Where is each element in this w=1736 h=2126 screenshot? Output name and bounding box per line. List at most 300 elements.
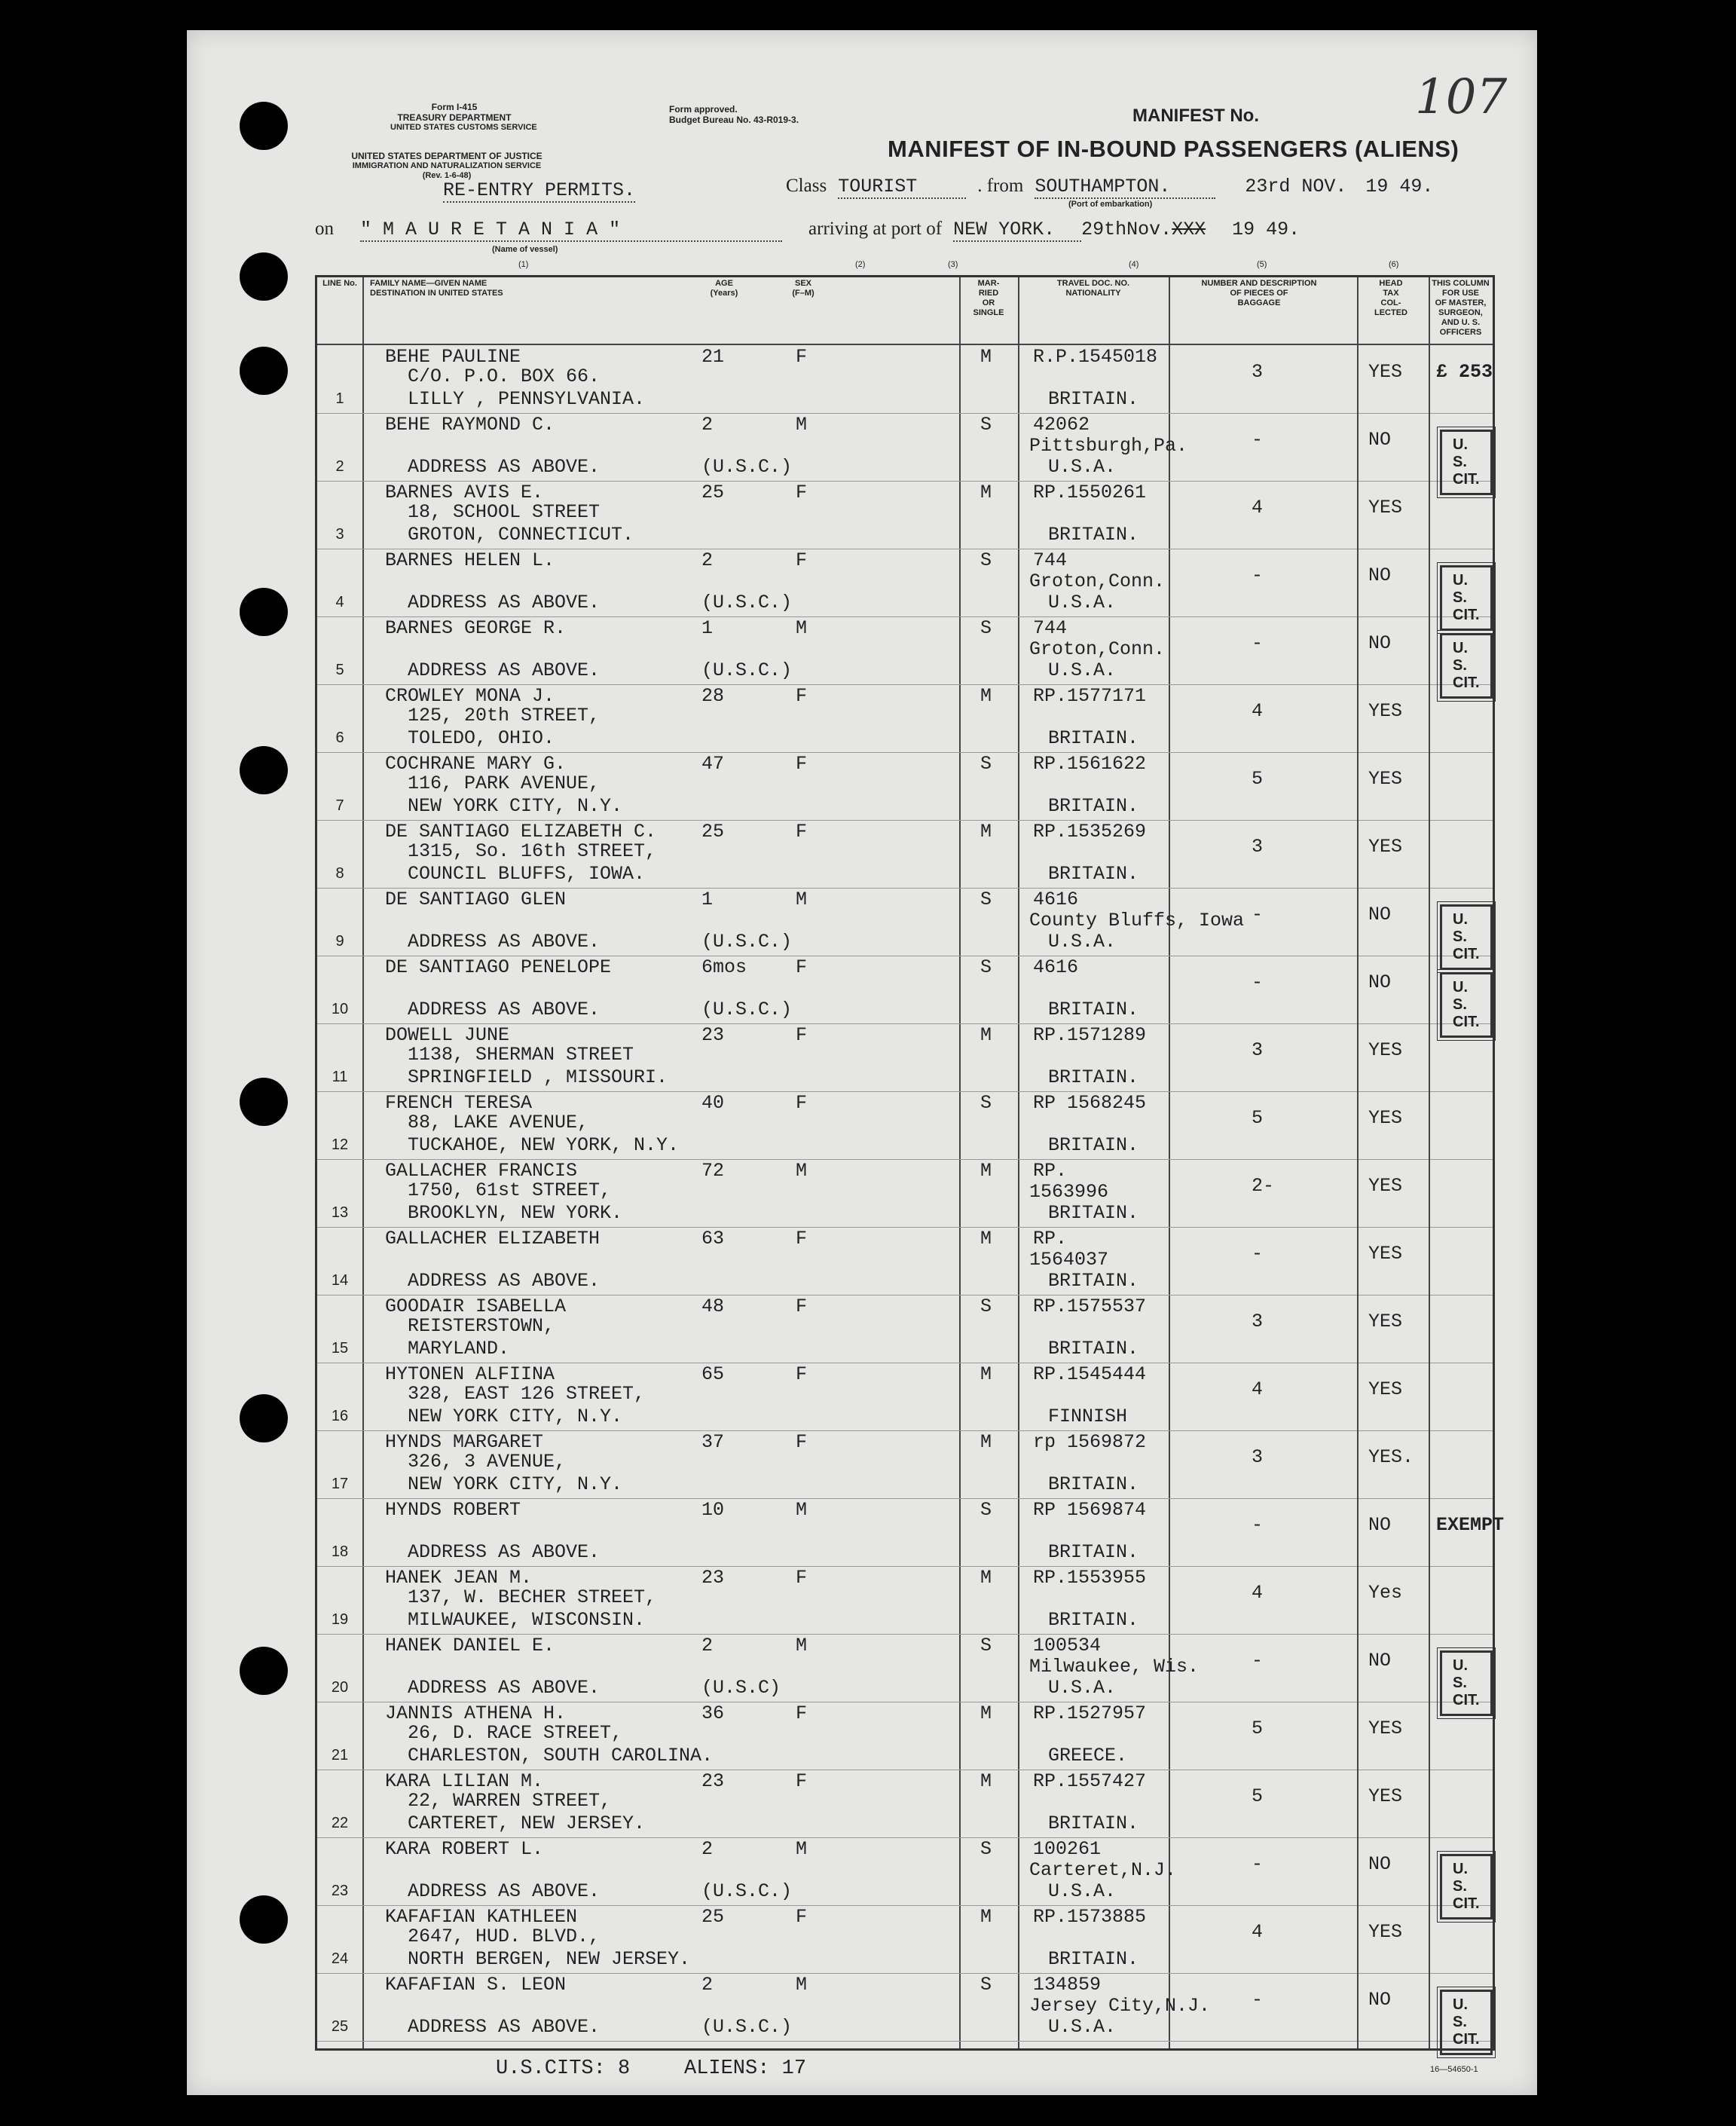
- passenger-name: HYNDS ROBERT: [385, 1499, 521, 1521]
- baggage-count: 2-: [1252, 1175, 1275, 1197]
- married-single: M: [980, 1228, 992, 1250]
- usc-marker: (U.S.C.): [701, 659, 793, 681]
- line-number: 2: [335, 458, 344, 475]
- table-row: [317, 1634, 1493, 1708]
- travel-doc-2: Milwaukee, Wis.: [1029, 1656, 1200, 1678]
- passenger-name: BARNES GEORGE R.: [385, 617, 567, 639]
- age: 6mos: [701, 956, 747, 978]
- nationality: U.S.A.: [1048, 2016, 1117, 2038]
- officer-note: £ 253: [1436, 361, 1493, 383]
- baggage-count: -: [1252, 564, 1264, 586]
- destination-line-2: COUNCIL BLUFFS, IOWA.: [408, 863, 646, 885]
- passenger-name: BARNES AVIS E.: [385, 482, 544, 503]
- line-number: 16: [331, 1408, 349, 1424]
- sex: F: [796, 1024, 808, 1046]
- line-number: 19: [331, 1611, 349, 1628]
- line-number: 22: [331, 1815, 349, 1831]
- head-tax: NO: [1368, 632, 1392, 654]
- sex: M: [796, 889, 808, 910]
- sex: F: [796, 1770, 808, 1792]
- table-row: [317, 956, 1493, 1030]
- sex: M: [796, 414, 808, 436]
- nationality: BRITAIN.: [1048, 1338, 1139, 1360]
- destination-line-2: ADDRESS AS ABOVE.: [408, 2016, 601, 2038]
- col-header-line: LINE No.: [322, 279, 357, 288]
- head-tax: NO: [1368, 971, 1392, 993]
- destination-line-1: 1750, 61st STREET,: [408, 1179, 612, 1201]
- on-label: on: [315, 219, 334, 239]
- nationality: U.S.A.: [1048, 592, 1117, 613]
- table-row: [317, 1430, 1493, 1499]
- travel-doc: RP 1568245: [1033, 1092, 1147, 1114]
- aliens-total: ALIENS: 17: [684, 2057, 807, 2080]
- nationality: BRITAIN.: [1048, 1609, 1139, 1631]
- travel-doc: RP.1575537: [1033, 1295, 1147, 1317]
- baggage-count: 3: [1252, 1039, 1264, 1061]
- table-row: [317, 616, 1493, 691]
- travel-doc: 100534: [1033, 1635, 1102, 1656]
- from-label: . from: [977, 176, 1024, 196]
- line-number: 20: [331, 1679, 349, 1696]
- baggage-count: 5: [1252, 768, 1264, 790]
- passenger-name: BARNES HELEN L.: [385, 549, 555, 571]
- travel-doc-2: Groton,Conn.: [1029, 638, 1166, 660]
- table-row: [317, 1023, 1493, 1092]
- passenger-name: GALLACHER FRANCIS: [385, 1160, 578, 1182]
- destination-line-1: 2647, HUD. BLVD.,: [408, 1926, 601, 1947]
- baggage-count: -: [1252, 1650, 1264, 1672]
- travel-doc: RP.1561622: [1033, 753, 1147, 775]
- departure-year: 19 49.: [1365, 176, 1434, 197]
- col-num: (5): [1257, 260, 1267, 269]
- destination-line-2: LILLY , PENNSYLVANIA.: [408, 388, 646, 410]
- head-tax: YES: [1368, 361, 1403, 383]
- punch-hole: [240, 1895, 288, 1944]
- passenger-name: FRENCH TERESA: [385, 1092, 533, 1114]
- nationality: BRITAIN.: [1048, 863, 1139, 885]
- nationality: BRITAIN.: [1048, 795, 1139, 817]
- line-number: 9: [335, 933, 344, 950]
- age: 25: [701, 1906, 725, 1928]
- sex: M: [796, 1635, 808, 1656]
- destination-line-1: 328, EAST 126 STREET,: [408, 1383, 646, 1405]
- arrival-date: 29thNov.: [1081, 219, 1172, 240]
- married-single: S: [980, 889, 992, 910]
- age: 65: [701, 1363, 725, 1385]
- customs-service: UNITED STATES CUSTOMS SERVICE: [390, 123, 537, 132]
- table-row: [317, 1091, 1493, 1160]
- sex: F: [796, 1702, 808, 1724]
- print-code: 16—54650-1: [1430, 2065, 1478, 2074]
- travel-doc-2: 1564037: [1029, 1249, 1109, 1271]
- table-row: [317, 1295, 1493, 1363]
- manifest-no-label: MANIFEST No.: [1132, 106, 1259, 126]
- col-header-doc: TRAVEL DOC. NO. NATIONALITY: [1056, 279, 1130, 298]
- age: 37: [701, 1431, 725, 1453]
- sex: M: [796, 617, 808, 639]
- travel-doc-2: 1563996: [1029, 1181, 1109, 1203]
- usc-marker: (U.S.C.): [701, 931, 793, 953]
- table-row: [317, 684, 1493, 753]
- col-header-baggage: NUMBER AND DESCRIPTION OF PIECES OF BAGGAGE: [1201, 279, 1317, 307]
- col-header-officers: THIS COLUMN FOR USE OF MASTER, SURGEON, AND U. S. OFFICERS: [1432, 279, 1490, 337]
- passenger-table: [315, 275, 1505, 2051]
- head-tax: NO: [1368, 904, 1392, 925]
- form-number: Form I-415: [431, 102, 478, 112]
- head-tax: YES: [1368, 768, 1403, 790]
- destination-line-2: ADDRESS AS ABOVE.: [408, 592, 601, 613]
- destination-line-1: 326, 3 AVENUE,: [408, 1451, 567, 1473]
- permit-type: RE-ENTRY PERMITS.: [443, 179, 636, 201]
- baggage-count: 5: [1252, 1107, 1264, 1129]
- punch-hole: [240, 746, 288, 794]
- us-cit-stamp: U. S. CIT.: [1440, 904, 1493, 970]
- baggage-count: -: [1252, 429, 1264, 451]
- table-row: [317, 752, 1493, 821]
- travel-doc: RP.1557427: [1033, 1770, 1147, 1792]
- arriving-label: arriving at port of: [808, 219, 943, 239]
- vessel-note: (Name of vessel): [492, 245, 558, 254]
- age: 2: [701, 414, 714, 436]
- table-row: [317, 345, 1493, 414]
- sex: F: [796, 956, 808, 978]
- table-row: [317, 1837, 1493, 1912]
- line-number: 12: [331, 1136, 349, 1153]
- travel-doc: R.P.1545018: [1033, 346, 1158, 368]
- passenger-name: GOODAIR ISABELLA: [385, 1295, 567, 1317]
- punch-hole: [240, 252, 288, 301]
- officer-note: EXEMPT: [1436, 1514, 1505, 1536]
- age: 40: [701, 1092, 725, 1114]
- head-tax: YES: [1368, 1311, 1403, 1332]
- table-row: [317, 1770, 1493, 1838]
- table-row: [317, 549, 1493, 623]
- sex: F: [796, 549, 808, 571]
- baggage-count: 5: [1252, 1785, 1264, 1807]
- married-single: S: [980, 1092, 992, 1114]
- married-single: S: [980, 617, 992, 639]
- col-header-tax: HEAD TAX COL- LECTED: [1374, 279, 1407, 317]
- nationality: BRITAIN.: [1048, 1202, 1139, 1224]
- age: 2: [701, 1838, 714, 1860]
- age: 47: [701, 753, 725, 775]
- baggage-count: 5: [1252, 1718, 1264, 1739]
- punch-hole: [240, 347, 288, 395]
- sex: F: [796, 1295, 808, 1317]
- treasury-dept: TREASURY DEPARTMENT: [397, 112, 512, 123]
- line-number: 25: [331, 2018, 349, 2035]
- travel-doc: RP.1550261: [1033, 482, 1147, 503]
- sex: F: [796, 1567, 808, 1589]
- nationality: BRITAIN.: [1048, 1134, 1139, 1156]
- married-single: S: [980, 956, 992, 978]
- nationality: BRITAIN.: [1048, 1948, 1139, 1970]
- head-tax: YES: [1368, 1243, 1403, 1265]
- travel-doc: 42062: [1033, 414, 1090, 436]
- married-single: M: [980, 1160, 992, 1182]
- age: 2: [701, 549, 714, 571]
- nationality: U.S.A.: [1048, 659, 1117, 681]
- head-tax: YES: [1368, 1107, 1403, 1129]
- punch-hole: [240, 102, 288, 150]
- age: 23: [701, 1024, 725, 1046]
- baggage-count: -: [1252, 1989, 1264, 2011]
- table-row: [317, 413, 1493, 488]
- head-tax: NO: [1368, 1853, 1392, 1875]
- destination-line-2: NEW YORK CITY, N.Y.: [408, 795, 623, 817]
- sex: F: [796, 753, 808, 775]
- us-cit-stamp: U. S. CIT.: [1440, 633, 1493, 699]
- destination-line-1: 1138, SHERMAN STREET: [408, 1044, 634, 1066]
- married-single: M: [980, 1906, 992, 1928]
- table-row: [317, 1498, 1505, 1567]
- travel-doc-2: County Bluffs, Iowa: [1029, 910, 1245, 931]
- table-row: [317, 1159, 1493, 1228]
- destination-line-2: TOLEDO, OHIO.: [408, 727, 555, 749]
- destination-line-2: GROTON, CONNECTICUT.: [408, 524, 634, 546]
- sex: F: [796, 346, 808, 368]
- age: 25: [701, 821, 725, 843]
- age: 36: [701, 1702, 725, 1724]
- married-single: M: [980, 1702, 992, 1724]
- passenger-name: DOWELL JUNE: [385, 1024, 510, 1046]
- col-header-age: AGE (Years): [710, 279, 738, 298]
- us-cit-stamp: U. S. CIT.: [1440, 430, 1493, 495]
- destination-line-2: ADDRESS AS ABOVE.: [408, 1677, 601, 1699]
- travel-doc-2: Jersey City,N.J.: [1029, 1995, 1211, 2017]
- age: 48: [701, 1295, 725, 1317]
- head-tax: YES: [1368, 700, 1403, 722]
- travel-doc: RP.: [1033, 1228, 1068, 1250]
- table-row: [317, 1227, 1493, 1295]
- baggage-count: 4: [1252, 1921, 1264, 1943]
- married-single: S: [980, 1295, 992, 1317]
- baggage-count: 4: [1252, 497, 1264, 518]
- destination-line-2: TUCKAHOE, NEW YORK, N.Y.: [408, 1134, 680, 1156]
- baggage-count: 3: [1252, 361, 1264, 383]
- line-number: 18: [331, 1543, 349, 1560]
- revision: (Rev. 1-6-48): [422, 171, 472, 180]
- nationality: GREECE.: [1048, 1745, 1128, 1767]
- travel-doc-2: Pittsburgh,Pa.: [1029, 435, 1188, 457]
- nationality: U.S.A.: [1048, 1880, 1117, 1902]
- line-number: 6: [335, 730, 344, 746]
- age: 2: [701, 1974, 714, 1996]
- age: 25: [701, 482, 725, 503]
- destination-line-2: SPRINGFIELD , MISSOURI.: [408, 1066, 668, 1088]
- line-number: 5: [335, 662, 344, 678]
- passenger-name: KARA LILIAN M.: [385, 1770, 544, 1792]
- age: 10: [701, 1499, 725, 1521]
- destination-line-1: 88, LAKE AVENUE,: [408, 1112, 589, 1133]
- col-num: (4): [1129, 260, 1139, 269]
- married-single: S: [980, 1635, 992, 1656]
- sex: M: [796, 1974, 808, 1996]
- passenger-name: HYTONEN ALFIINA: [385, 1363, 555, 1385]
- travel-doc: RP 1569874: [1033, 1499, 1147, 1521]
- punch-hole: [240, 1078, 288, 1126]
- ins-service: IMMIGRATION AND NATURALIZATION SERVICE: [352, 161, 542, 170]
- age: 28: [701, 685, 725, 707]
- usc-marker: (U.S.C.): [701, 592, 793, 613]
- line-number: 10: [331, 1001, 349, 1017]
- line-number: 14: [331, 1272, 349, 1289]
- destination-line-2: ADDRESS AS ABOVE.: [408, 1880, 601, 1902]
- punch-hole: [240, 1394, 288, 1442]
- destination-line-2: BROOKLYN, NEW YORK.: [408, 1202, 623, 1224]
- us-cit-stamp: U. S. CIT.: [1440, 1854, 1493, 1920]
- table-row: [317, 1363, 1493, 1431]
- punch-hole: [240, 1647, 288, 1695]
- head-tax: YES: [1368, 836, 1403, 858]
- destination-line-2: ADDRESS AS ABOVE.: [408, 1541, 601, 1563]
- destination-line-1: 18, SCHOOL STREET: [408, 501, 601, 523]
- destination-line-1: 137, W. BECHER STREET,: [408, 1586, 657, 1608]
- head-tax: NO: [1368, 429, 1392, 451]
- passenger-name: CROWLEY MONA J.: [385, 685, 555, 707]
- nationality: BRITAIN.: [1048, 1270, 1139, 1292]
- passenger-name: KAFAFIAN KATHLEEN: [385, 1906, 578, 1928]
- line-number: 13: [331, 1204, 349, 1221]
- destination-line-2: ADDRESS AS ABOVE.: [408, 456, 601, 478]
- line-number: 3: [335, 526, 344, 543]
- sex: M: [796, 1838, 808, 1860]
- married-single: M: [980, 1431, 992, 1453]
- head-tax: YES: [1368, 1039, 1403, 1061]
- usc-marker: (U.S.C): [701, 1677, 781, 1699]
- departure-date: 23rd NOV.: [1245, 176, 1347, 197]
- married-single: S: [980, 414, 992, 436]
- sex: F: [796, 1906, 808, 1928]
- sex: F: [796, 1363, 808, 1385]
- passenger-name: HANEK DANIEL E.: [385, 1635, 555, 1656]
- line-number: 17: [331, 1476, 349, 1492]
- destination-line-2: NORTH BERGEN, NEW JERSEY.: [408, 1948, 691, 1970]
- sex: F: [796, 1431, 808, 1453]
- punch-hole: [240, 588, 288, 636]
- page-title: MANIFEST OF IN-BOUND PASSENGERS (ALIENS): [888, 136, 1459, 162]
- passenger-name: KARA ROBERT L.: [385, 1838, 544, 1860]
- travel-doc: RP.1527957: [1033, 1702, 1147, 1724]
- head-tax: YES: [1368, 1718, 1403, 1739]
- destination-line-2: CHARLESTON, SOUTH CAROLINA.: [408, 1745, 714, 1767]
- nationality: BRITAIN.: [1048, 1066, 1139, 1088]
- sex: F: [796, 685, 808, 707]
- head-tax: YES: [1368, 1378, 1403, 1400]
- passenger-name: JANNIS ATHENA H.: [385, 1702, 567, 1724]
- sex: F: [796, 1092, 808, 1114]
- baggage-count: 3: [1252, 1446, 1264, 1468]
- col-num: (3): [948, 260, 958, 269]
- head-tax: YES: [1368, 1921, 1403, 1943]
- nationality: BRITAIN.: [1048, 1541, 1139, 1563]
- travel-doc: rp 1569872: [1033, 1431, 1147, 1453]
- arrival-date-struck: XXX: [1172, 219, 1206, 240]
- baggage-count: 3: [1252, 836, 1264, 858]
- port-of-embarkation: SOUTHAMPTON.: [1035, 176, 1215, 199]
- col-header-name: FAMILY NAME—GIVEN NAME DESTINATION IN UNITED STATES: [370, 279, 503, 298]
- baggage-count: -: [1252, 904, 1264, 925]
- nationality: BRITAIN.: [1048, 999, 1139, 1020]
- travel-doc: RP.1577171: [1033, 685, 1147, 707]
- age: 23: [701, 1770, 725, 1792]
- table-row: [317, 1973, 1493, 2048]
- nationality: U.S.A.: [1048, 1677, 1117, 1699]
- col-header-sex: SEX (F–M): [792, 279, 815, 298]
- married-single: M: [980, 1770, 992, 1792]
- destination-line-1: 125, 20th STREET,: [408, 705, 601, 727]
- destination-line-1: C/O. P.O. BOX 66.: [408, 366, 601, 387]
- table-row: [317, 888, 1493, 962]
- passenger-name: KAFAFIAN S. LEON: [385, 1974, 567, 1996]
- passenger-name: GALLACHER ELIZABETH: [385, 1228, 601, 1250]
- married-single: S: [980, 1499, 992, 1521]
- nationality: BRITAIN.: [1048, 388, 1139, 410]
- line-number: 7: [335, 797, 344, 814]
- vessel-name: " M A U R E T A N I A ": [360, 219, 782, 242]
- destination-line-2: CARTERET, NEW JERSEY.: [408, 1812, 646, 1834]
- us-cit-stamp: U. S. CIT.: [1440, 1650, 1493, 1716]
- nationality: U.S.A.: [1048, 456, 1117, 478]
- manifest-sheet: [187, 30, 1537, 2095]
- port-embark-note: (Port of embarkation): [1068, 200, 1153, 209]
- line-number: 23: [331, 1883, 349, 1899]
- us-cit-stamp: U. S. CIT.: [1440, 972, 1493, 1038]
- nationality: U.S.A.: [1048, 931, 1117, 953]
- baggage-count: 4: [1252, 1582, 1264, 1604]
- usc-marker: (U.S.C.): [701, 999, 793, 1020]
- destination-line-2: ADDRESS AS ABOVE.: [408, 659, 601, 681]
- married-single: M: [980, 1363, 992, 1385]
- us-cit-stamp: U. S. CIT.: [1440, 565, 1493, 631]
- head-tax: NO: [1368, 564, 1392, 586]
- table-row: [317, 481, 1493, 549]
- destination-line-2: ADDRESS AS ABOVE.: [408, 999, 601, 1020]
- travel-doc-2: Carteret,N.J.: [1029, 1859, 1177, 1881]
- us-cits-total: U.S.CITS: 8: [496, 2057, 631, 2080]
- married-single: M: [980, 821, 992, 843]
- travel-doc: 4616: [1033, 956, 1079, 978]
- age: 2: [701, 1635, 714, 1656]
- travel-doc: 100261: [1033, 1838, 1102, 1860]
- destination-line-1: 116, PARK AVENUE,: [408, 772, 601, 794]
- head-tax: YES.: [1368, 1446, 1414, 1468]
- married-single: M: [980, 1024, 992, 1046]
- sex: F: [796, 1228, 808, 1250]
- nationality: BRITAIN.: [1048, 1473, 1139, 1495]
- table-row: [317, 820, 1493, 889]
- head-tax: NO: [1368, 1514, 1392, 1536]
- married-single: M: [980, 482, 992, 503]
- travel-doc: RP.1571289: [1033, 1024, 1147, 1046]
- budget-bureau: Budget Bureau No. 43-R019-3.: [669, 115, 799, 125]
- destination-line-1: 22, WARREN STREET,: [408, 1790, 612, 1812]
- line-number: 1: [335, 390, 344, 407]
- head-tax: YES: [1368, 1785, 1403, 1807]
- travel-doc: 744: [1033, 549, 1068, 571]
- table-row: [317, 1905, 1493, 1974]
- passenger-name: DE SANTIAGO PENELOPE: [385, 956, 612, 978]
- travel-doc: RP.1573885: [1033, 1906, 1147, 1928]
- travel-doc-2: Groton,Conn.: [1029, 571, 1166, 592]
- baggage-count: -: [1252, 1853, 1264, 1875]
- line-number: 8: [335, 865, 344, 882]
- destination-line-1: 26, D. RACE STREET,: [408, 1722, 623, 1744]
- head-tax: NO: [1368, 1650, 1392, 1672]
- travel-doc: 744: [1033, 617, 1068, 639]
- col-num: (6): [1389, 260, 1399, 269]
- us-cit-stamp: U. S. CIT.: [1440, 1990, 1493, 2055]
